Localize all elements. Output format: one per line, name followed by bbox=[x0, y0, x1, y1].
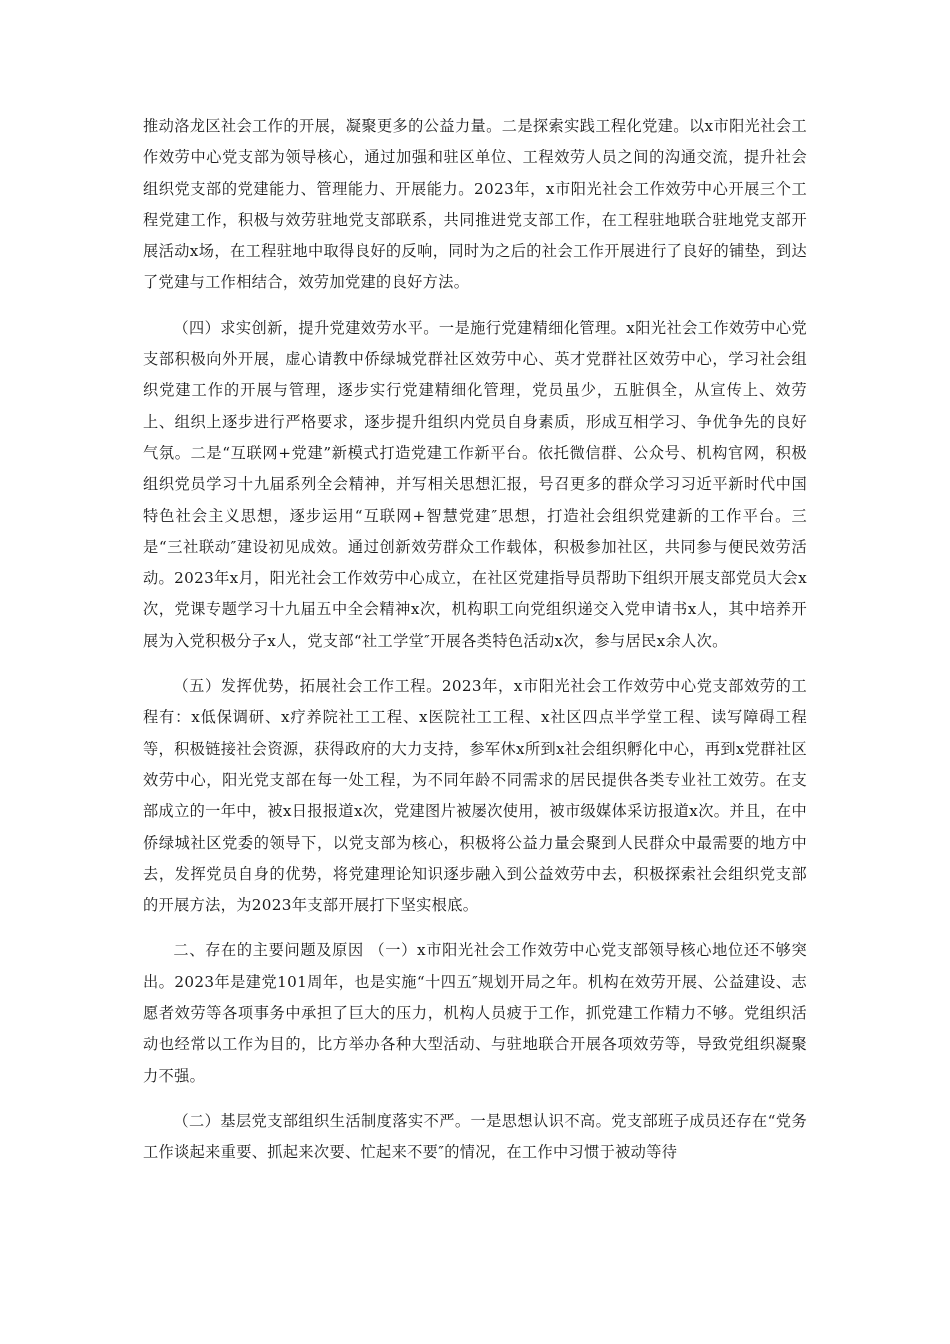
paragraph-continuation: 推动洛龙区社会工作的开展，凝聚更多的公益力量。二是探索实践工程化党建。以x市阳光社会工作效劳中心党支部为领导核心，通过加强和驻区单位、工程效劳人员之间的沟通交流，提升社会组织党支部的党建能力、管理能力、开展能力。2023年，x市阳光社会工作效劳中心开展三个工程党建工作，积极与效劳驻地党支部联系，共同推进党支部工作，在工程驻地联合驻地党支部开展活动x场，在工程驻地中取得良好的反响，同时为之后的社会工作开展进行了良好的铺垫，到达了党建与工作相结合，效劳加党建的良好方法。 bbox=[143, 117, 807, 292]
document-body bbox=[143, 111, 807, 1169]
paragraph-section-four: （四）求实创新，提升党建效劳水平。一是施行党建精细化管理。x阳光社会工作效劳中心党支部积极向外开展，虚心请教中侨绿城党群社区效劳中心、英才党群社区效劳中心，学习社会组织党建工作的开展与管理，逐步实行党建精细化管理，党员虽少，五脏俱全，从宣传上、效劳上、组织上逐步进行严格要求，逐步提升组织内党员自身素质，形成互相学习、争优争先的良好气氛。二是“互联网+党建”新模式打造党建工作新平台。依托微信群、公众号、机构官网，积极组织党员学习十九届系列全会精神，并写相关思想汇报，号召更多的群众学习习近平新时代中国特色社会主义思想，逐步运用“互联网+智慧党建″思想，打造社会组织党建新的工作平台。三是“三社联动″建设初见成效。通过创新效劳群众工作载体，积极参加社区，共同参与便民效劳活动。2023年x月，阳光社会工作效劳中心成立，在社区党建指导员帮助下组织开展支部党员大会x次，党课专题学习十九届五中全会精神x次，机构职工向党组织递交入党申请书x人，其中培养开展为入党积极分子x人，党支部“社工学堂″开展各类特色活动x次，参与居民x余人次。 bbox=[143, 318, 807, 650]
paragraph-section-five: （五）发挥优势，拓展社会工作工程。2023年，x市阳光社会工作效劳中心党支部效劳的工程有：x低保调研、x疗养院社工工程、x医院社工工程、x社区四点半学堂工程、读写障碍工程等，积极链接社会资源，获得政府的大力支持，参军休x所到x社会组织孵化中心，再到x党群社区效劳中心，阳光党支部在每一处工程，为不同年龄不同需求的居民提供各类专业社工效劳。在支部成立的一年中，被x日报报道x次，党建图片被屡次使用，被市级媒体采访报道x次。并且，在中侨绿城社区党委的领导下，以党支部为核心，积极将公益力量会聚到人民群众中最需要的地方中去，发挥党员自身的优势，将党建理论知识逐步融入到公益效劳中去，积极探索社会组织党支部的开展方法，为2023年支部开展打下坚实根底。 bbox=[143, 677, 807, 915]
paragraph-problems-heading: 二、存在的主要问题及原因 （一）x市阳光社会工作效劳中心党支部领导核心地位还不够突出。2023年是建党101周年，也是实施“十四五″规划开局之年。机构在效劳开展、公益建设、志愿者效劳等各项事务中承担了巨大的压力，机构人员疲于工作，抓党建工作精力不够。党组织活动也经常以工作为目的，比方举办各种大型活动、与驻地联合开展各项效劳等，导致党组织凝聚力不强。 bbox=[143, 941, 807, 1085]
paragraph-problems-two: （二）基层党支部组织生活制度落实不严。一是思想认识不高。党支部班子成员还存在“党务工作谈起来重要、抓起来次要、忙起来不要″的情况，在工作中习惯于被动等待 bbox=[143, 1111, 807, 1162]
